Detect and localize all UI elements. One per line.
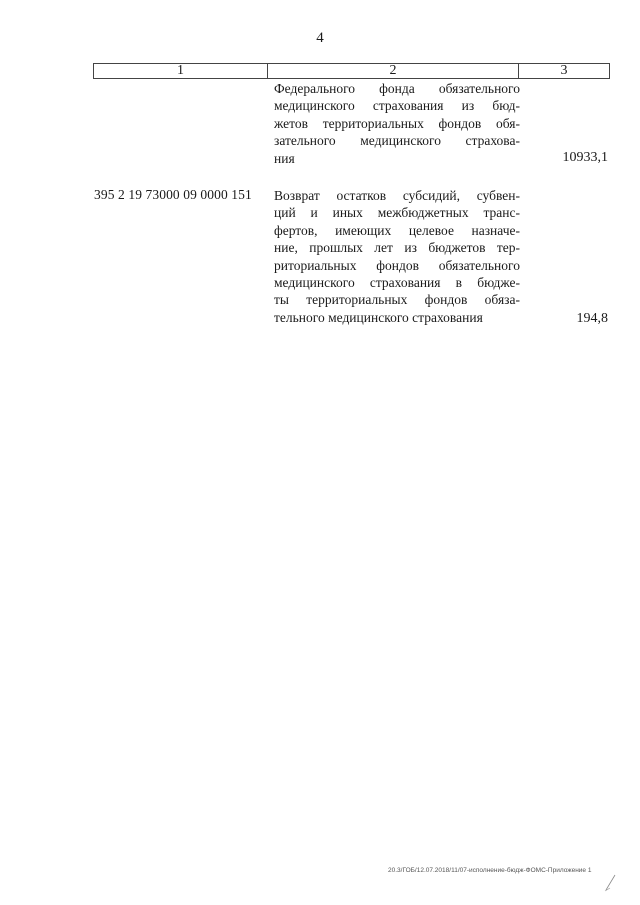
description-line: медицинского страхования в бюдже- — [274, 274, 520, 290]
description-line: фертов, имеющих целевое назначе- — [274, 222, 520, 238]
row-description — [274, 80, 520, 167]
row-code: 395 2 19 73000 09 0000 151 — [94, 187, 252, 202]
description-line: Федерального фонда обязательного — [274, 81, 520, 96]
table-header — [93, 63, 610, 79]
row-description — [274, 187, 520, 326]
description-line: ты территориальных фондов обяза- — [274, 292, 520, 308]
page-number: 4 — [316, 30, 324, 46]
row-amount: 10933,1 — [562, 150, 608, 165]
description-line: медицинского страхования из бюд- — [274, 98, 520, 114]
description-line: зательного медицинского страхова- — [274, 133, 520, 149]
header-col-1: 1 — [94, 64, 268, 78]
header-col-3: 3 — [560, 63, 568, 78]
description-line: ций и иных межбюджетных транс- — [274, 205, 520, 221]
row-amount: 194,8 — [576, 311, 608, 326]
description-line: тельного медицинского страхования — [274, 309, 483, 325]
description-line: риториальных фондов обязательного — [274, 257, 520, 273]
footer-file-path: 20.3/ГОБ/12.07.2018/11/07-исполнение-бюдж-ФОМС-Приложение 1 — [388, 867, 592, 874]
pen-mark-icon — [604, 872, 618, 892]
description-line: Возврат остатков субсидий, субвен- — [274, 188, 520, 203]
description-line: ние, прошлых лет из бюджетов тер- — [274, 240, 520, 256]
description-line: жетов территориальных фондов обя- — [274, 115, 520, 131]
header-col-2: 2 — [268, 64, 519, 78]
description-line: ния — [274, 150, 295, 166]
